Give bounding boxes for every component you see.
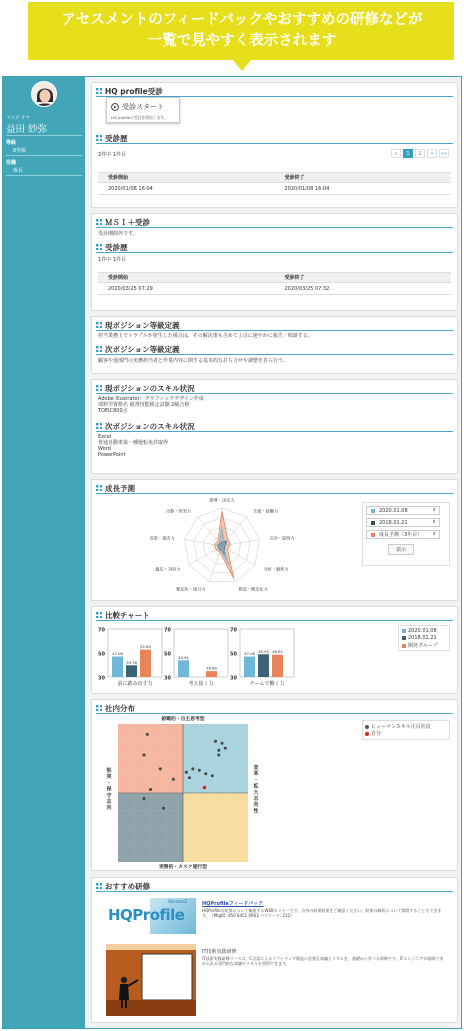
next-position-title: 次ポジション等級定義	[96, 344, 180, 355]
sidebar-grade-value: 8等級	[13, 148, 27, 154]
swatch	[371, 509, 375, 513]
hq-profile-panel	[91, 82, 458, 208]
bar	[272, 655, 283, 677]
sidebar-role-value: 係長	[13, 168, 24, 174]
play-circle-icon	[111, 103, 119, 111]
radar-axis-label: 順応化・遂行力	[176, 586, 206, 592]
growth-title: 成長予測	[96, 483, 135, 494]
section-rule	[96, 252, 453, 253]
pager-prev[interactable]: «	[391, 149, 401, 158]
select-arrow-icon: ⇕	[432, 520, 436, 525]
grid-icon	[96, 135, 102, 141]
next-skill-item: Word	[98, 446, 111, 452]
next-skill-item: 普通自動車第一種運転免許取得	[98, 440, 169, 446]
scatter-point	[214, 740, 217, 743]
msi-history-count: 1件中 1件目	[98, 257, 126, 263]
section-rule	[96, 431, 453, 432]
grid-icon	[96, 883, 102, 889]
axis-label-right: 変革・拡大志向性	[253, 765, 259, 815]
bar	[244, 657, 255, 677]
scatter-point	[185, 771, 188, 774]
table-row: 2020/03/25 07:29 2020/03/25 07:32	[98, 283, 451, 295]
logo-version: Version2	[168, 900, 188, 905]
next-skill-item: PowerPoint	[98, 452, 126, 458]
hq-history-title: 受診歴	[96, 133, 128, 144]
sidebar-user-name: 益田 紗弥	[6, 124, 48, 135]
msi-history-title: 受診歴	[96, 242, 128, 253]
start-exam-button[interactable]: 受診スタート	[111, 102, 164, 112]
current-skill-item: 部料学資格名 秘書技能検定試験 2級合格	[98, 402, 190, 408]
radar-axis-label: 指導・決定力	[209, 497, 235, 503]
bar-value-label: 39.78	[126, 659, 137, 665]
scatter-point	[143, 754, 146, 757]
training-name: IT技術実践研修	[202, 949, 237, 955]
radar-axis-label: 成果・達成力	[149, 535, 175, 541]
radar-axis-label: 分析・解釈力	[263, 566, 289, 572]
select-arrow-icon: ⇕	[432, 532, 436, 537]
grid-icon	[96, 88, 102, 94]
skills-panel	[91, 379, 458, 474]
next-position-text: 顧客や他部門の実務担当者と作業内容に関する基本的な打ち合せや調整を自ら行う。	[98, 358, 289, 364]
legend-item: ヒューマンスキル注目社員	[365, 723, 431, 730]
bar-value-label: 48.61	[272, 649, 283, 655]
scatter-point	[217, 749, 220, 752]
pager-next[interactable]: »	[427, 149, 437, 158]
scatter-point	[224, 747, 227, 750]
bar-value-label: 34.89	[206, 665, 217, 671]
y-tick-label: 50	[164, 651, 171, 658]
legend-item: 2020.01.08	[402, 628, 437, 634]
radar-axis-label: 交渉・説明力	[269, 535, 295, 541]
banner-box	[28, 2, 454, 60]
scatter-point	[149, 788, 152, 791]
sidebar-divider	[6, 175, 82, 176]
pager-page-2[interactable]: 2	[415, 149, 425, 158]
training-description: HQProfileの結果について解説するWEBセミナーです。自身の結果結果をご確認ください。結果の解釈について質問することもできます。（MtgID: 850 8451 0963 パスワード: 222）	[202, 908, 442, 919]
growth-select-2[interactable]: 2018.01.21 ⇕	[366, 518, 440, 527]
sidebar-grade-label: 等級	[6, 140, 17, 146]
section-rule	[96, 354, 453, 355]
section-rule	[96, 891, 453, 892]
training-photo	[106, 944, 196, 1016]
scatter-point	[198, 769, 201, 772]
grid-icon	[96, 346, 102, 352]
distribution-panel	[91, 699, 458, 871]
grid-icon	[96, 485, 102, 491]
x-category-label: 考え抜く力	[188, 681, 214, 687]
training-title: おすすめ研修	[96, 881, 150, 892]
scatter-point	[204, 772, 207, 775]
scatter-point	[211, 774, 214, 777]
position-definition-panel	[91, 316, 458, 374]
pager-last[interactable]: »»	[440, 150, 448, 157]
grid-icon	[96, 705, 102, 711]
growth-select-1[interactable]: 2020.01.08 ⇕	[366, 506, 440, 515]
bar	[206, 671, 217, 677]
comparison-title: 比較チャート	[96, 610, 150, 621]
scatter-point	[221, 742, 224, 745]
hqprofile-logo	[106, 898, 196, 934]
grid-icon	[96, 322, 102, 328]
x-category-label: 前に踏み出す力	[117, 681, 153, 687]
current-skill-item: Adobe Illustrator：グラフィックデザイン作成	[98, 396, 204, 402]
sidebar-divider	[6, 135, 82, 136]
radar-chart	[92, 494, 352, 601]
training-description: IT技術実践研修コースは、C言語によるソフトウェア開発に必要な知識とスキルを、基礎から学べる研修です。ITエンジニアが現場で求められる専門的な知識やスキルを習得できます。	[202, 956, 444, 967]
current-skills-title: 現ポジションのスキル状況	[96, 383, 195, 394]
screenshot-frame	[2, 76, 462, 1029]
select-arrow-icon: ⇕	[432, 508, 436, 513]
scatter-point	[217, 754, 220, 757]
self-point	[203, 786, 207, 790]
y-tick-label: 70	[98, 627, 105, 634]
radar-axis-label: 支援・協働力	[252, 508, 279, 514]
bar-value-label: 43.91	[178, 654, 189, 660]
comparison-bar-chart	[92, 621, 322, 693]
presenter-illustration-icon	[106, 944, 196, 1016]
table-header: 受診開始 受診終了	[98, 172, 451, 183]
bar	[126, 665, 137, 677]
msi-history-table	[98, 272, 451, 295]
bar-value-label: 47.08	[244, 651, 255, 657]
avatar	[31, 81, 57, 107]
y-tick-label: 30	[164, 675, 171, 682]
person-photo-icon	[32, 82, 57, 107]
grid-icon	[96, 612, 102, 618]
msi-title: ＭＳＩ＋受診	[96, 217, 150, 228]
section-rule	[96, 393, 453, 394]
y-tick-label: 70	[230, 627, 237, 634]
section-rule	[96, 330, 453, 331]
y-tick-label: 30	[230, 675, 237, 682]
recommended-training-panel	[91, 877, 458, 1023]
current-skill-item: TOEIC800点	[98, 408, 128, 414]
y-tick-label: 50	[230, 651, 237, 658]
y-tick-label: 70	[164, 627, 171, 634]
bar-value-label: 48.95	[258, 648, 269, 654]
scatter-point	[162, 807, 165, 810]
scatter-point	[159, 767, 162, 770]
x-category-label: チームで働く力	[249, 681, 285, 687]
grid-icon	[96, 385, 102, 391]
radar-axis-label: 冷静・堅実力	[165, 508, 192, 514]
bar-value-label: 52.84	[140, 644, 151, 650]
bar	[258, 654, 269, 677]
banner-pointer	[233, 60, 251, 71]
training-link[interactable]: HQProfileフィードバック	[202, 901, 264, 907]
table-header: 受診開始 受診終了	[98, 272, 451, 283]
table-row: 2020/01/08 16:04 2020/01/08 16:04	[98, 183, 451, 195]
swatch	[371, 521, 375, 525]
hq-profile-title: HQ profile受診	[96, 86, 163, 97]
dot	[365, 732, 369, 736]
radar-axis-label: 適応・対処力	[155, 566, 181, 572]
distribution-title: 社内分布	[96, 703, 135, 714]
bar	[178, 660, 189, 677]
comparison-chart-panel	[91, 606, 458, 694]
bar	[112, 657, 123, 677]
scatter-point	[143, 797, 146, 800]
section-rule	[96, 143, 453, 144]
logo-text: HQProfile	[108, 906, 185, 924]
sidebar-divider	[6, 155, 82, 156]
grid-icon	[96, 423, 102, 429]
current-position-title: 現ポジション等級定義	[96, 320, 180, 331]
show-button[interactable]: 表示	[388, 544, 414, 555]
grid-icon	[96, 244, 102, 250]
legend-item: 開発グループ	[402, 642, 438, 649]
y-tick-label: 50	[98, 651, 105, 658]
banner-line-2: 一覧で見やすく表示されます	[147, 33, 337, 49]
growth-forecast-panel	[91, 479, 458, 601]
pagination	[391, 149, 449, 158]
sidebar-furigana: マスダ サヤ	[6, 116, 30, 121]
hq-history-table	[98, 172, 451, 195]
pager-page-1[interactable]: 1	[403, 149, 413, 158]
swatch	[402, 636, 406, 640]
axis-label-bottom: 実務的・タスク遂行型	[159, 865, 207, 870]
y-tick-label: 30	[98, 675, 105, 682]
legend-item: 自分	[365, 730, 381, 737]
bar	[140, 650, 151, 677]
banner-line-1: アセスメントのフィードバックやおすすめの研修などが	[61, 12, 423, 28]
swatch	[371, 533, 375, 537]
grid-icon	[96, 219, 102, 225]
promo-banner	[0, 0, 464, 72]
dot	[365, 725, 369, 729]
distribution-chart	[92, 714, 352, 870]
axis-label-left: 堅実・保守志向	[106, 768, 112, 812]
axis-label-top: 俯瞰的・自主思考型	[161, 717, 205, 722]
next-skills-title: 次ポジションのスキル状況	[96, 421, 195, 432]
bar-value-label: 47.08	[112, 651, 123, 657]
msi-status: 受診期間外です。	[98, 231, 138, 237]
radar-axis-label: 創造・概念化力	[238, 586, 268, 592]
legend-item: 2018.01.21	[402, 635, 437, 641]
next-skill-item: Excel	[98, 434, 112, 440]
current-position-text: 担当業務上でトラブルが発生した場合は、その解決策も含めて上司に速やかに報告／相談する。	[98, 333, 313, 339]
scatter-point	[191, 767, 194, 770]
swatch	[402, 644, 406, 648]
scatter-point	[146, 733, 149, 736]
start-exam-note: HQ profileの受診を開始します。	[111, 115, 168, 120]
growth-select-3[interactable]: 成長予測（3年目） ⇕	[366, 530, 440, 539]
section-rule	[96, 227, 453, 228]
scatter-point	[172, 778, 175, 781]
swatch	[402, 629, 406, 633]
sidebar	[3, 77, 85, 1028]
scatter-point	[188, 776, 191, 779]
start-exam-card[interactable]	[106, 97, 180, 123]
hq-history-count: 2件中 1件目	[98, 152, 126, 158]
sidebar-role-label: 役職	[6, 160, 17, 166]
msi-panel	[91, 213, 458, 311]
